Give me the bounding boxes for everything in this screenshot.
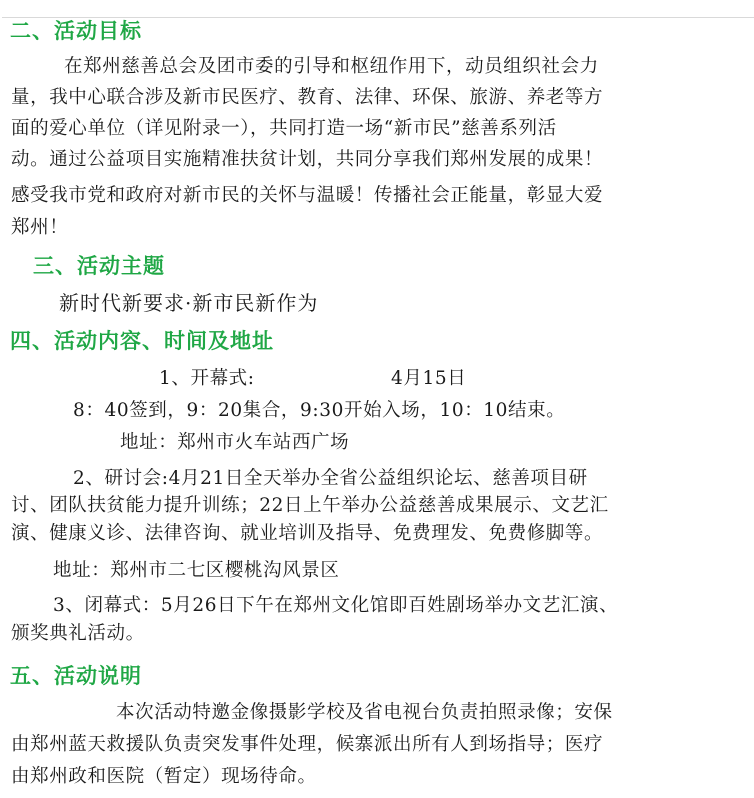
opening-label: 1、开幕式: [159, 368, 255, 389]
section-heading-goal: 二、活动目标 [10, 18, 142, 43]
goal-paragraph-line: 感受我市党和政府对新市民的关怀与温暖！传播社会正能量，彰显大爱 [11, 185, 604, 206]
section-heading-content: 四、活动内容、时间及地址 [10, 328, 274, 353]
seminar-paragraph-line: 演、健康义诊、法律咨询、就业培训及指导、免费理发、免费修脚等。 [11, 523, 604, 544]
seminar-address: 地址：郑州市二七区樱桃沟风景区 [53, 560, 340, 581]
goal-paragraph-line: 郑州！ [11, 217, 69, 238]
opening-address: 地址：郑州市火车站西广场 [120, 432, 350, 453]
seminar-paragraph-line: 讨、团队扶贫能力提升训练；22日上午举办公益慈善成果展示、文艺汇 [11, 495, 609, 516]
theme-slogan: 新时代新要求·新市民新作为 [59, 291, 319, 315]
opening-date: 4月15日 [391, 368, 467, 389]
notes-paragraph-line: 本次活动特邀金像摄影学校及省电视台负责拍照录像；安保 [116, 702, 613, 723]
goal-paragraph-line: 在郑州慈善总会及团市委的引导和枢纽作用下，动员组织社会力 [64, 56, 599, 77]
notes-paragraph-line: 由郑州政和医院（暂定）现场待命。 [11, 766, 317, 787]
closing-paragraph-line: 3、闭幕式：5月26日下午在郑州文化馆即百姓剧场举办文艺汇演、 [53, 595, 619, 616]
seminar-paragraph-line: 2、研讨会:4月21日全天举办全省公益组织论坛、慈善项目研 [73, 468, 588, 489]
goal-paragraph-line: 面的爱心单位（详见附录一），共同打造一场“新市民”慈善系列活 [11, 118, 557, 139]
closing-paragraph-line: 颁奖典礼活动。 [11, 623, 145, 644]
notes-paragraph-line: 由郑州蓝天救援队负责突发事件处理，候寨派出所有人到场指导；医疗 [11, 734, 604, 755]
goal-paragraph-line: 动。通过公益项目实施精准扶贫计划，共同分享我们郑州发展的成果！ [11, 149, 604, 170]
opening-schedule: 8：40签到，9：20集合，9:30开始入场，10：10结束。 [73, 400, 566, 421]
section-heading-theme: 三、活动主题 [33, 253, 165, 278]
section-heading-notes: 五、活动说明 [10, 663, 142, 688]
goal-paragraph-line: 量，我中心联合涉及新市民医疗、教育、法律、环保、旅游、养老等方 [11, 87, 604, 108]
